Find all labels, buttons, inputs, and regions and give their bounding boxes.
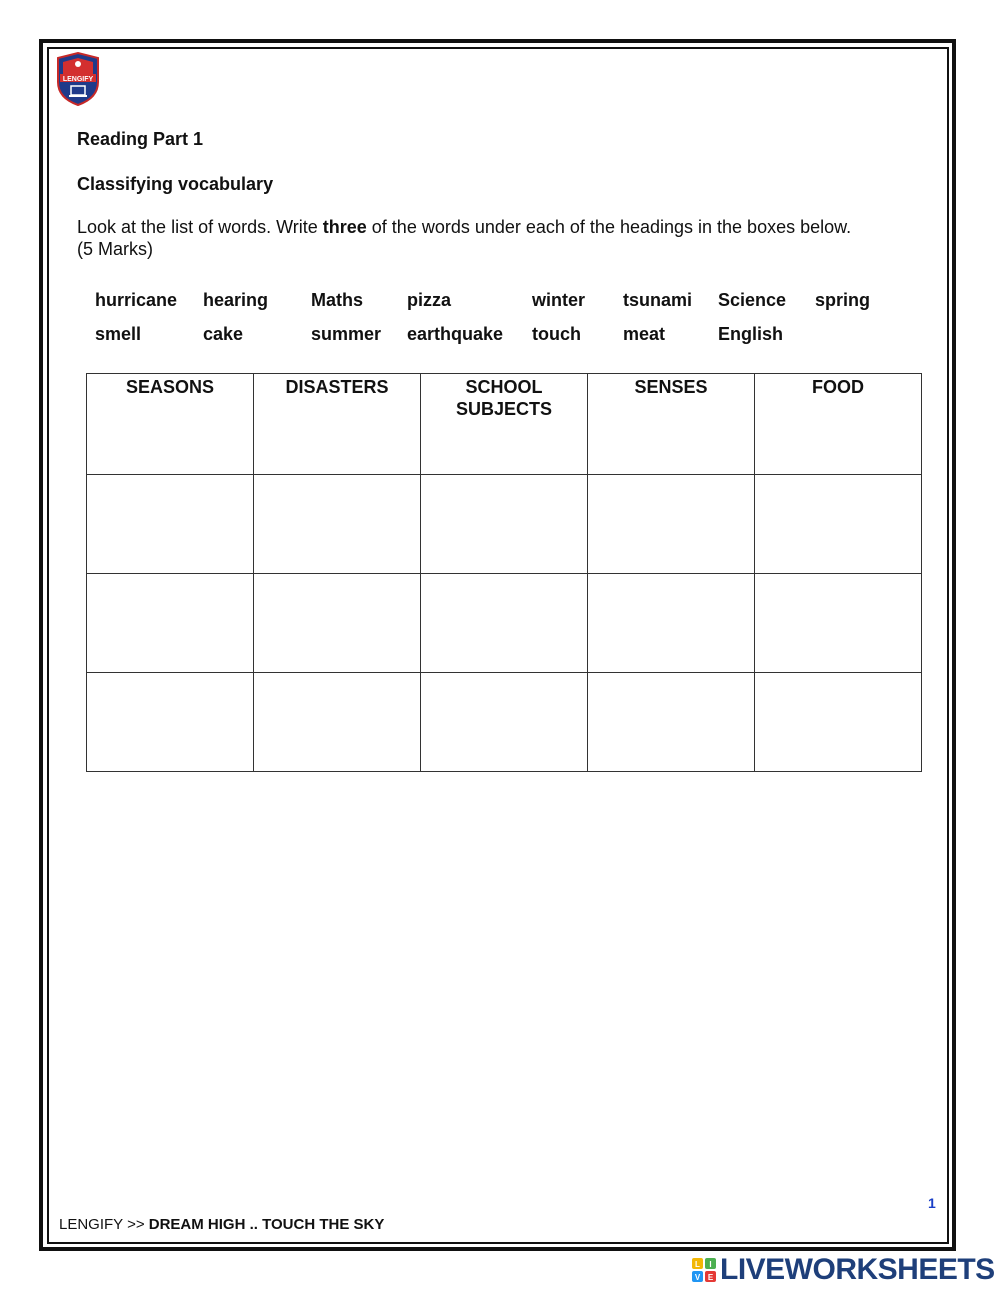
answer-cell [254, 673, 421, 772]
answer-input-seasons-3[interactable] [87, 673, 253, 771]
answer-cell [755, 574, 922, 673]
table-row [87, 673, 922, 772]
svg-text:L: L [695, 1260, 700, 1269]
lengify-logo [55, 52, 101, 106]
answer-input-food-2[interactable] [755, 574, 921, 672]
answer-cell [755, 673, 922, 772]
word-bank-item: cake [203, 324, 244, 344]
word-bank-item: meat [623, 324, 666, 344]
answer-input-disasters-2[interactable] [254, 574, 420, 672]
word-bank-item: tsunami [623, 290, 693, 310]
word-bank-item: winter [532, 290, 586, 310]
header-disasters: DISASTERS [254, 374, 421, 475]
answer-cell [588, 475, 755, 574]
instructions [77, 216, 917, 260]
word-bank-item: touch [532, 324, 581, 344]
answer-input-school-subjects-2[interactable] [421, 574, 587, 672]
answer-input-senses-3[interactable] [588, 673, 754, 771]
footer [59, 1216, 384, 1233]
answer-cell [421, 475, 588, 574]
answer-cell [421, 673, 588, 772]
answer-cell [588, 673, 755, 772]
answer-cell [588, 574, 755, 673]
answer-cell [254, 574, 421, 673]
answer-input-disasters-1[interactable] [254, 475, 420, 573]
word-bank-item: English [718, 324, 784, 344]
header-food: FOOD [755, 374, 922, 475]
answer-input-seasons-2[interactable] [87, 574, 253, 672]
word-bank-item: hearing [203, 290, 269, 310]
footer-prefix: LENGIFY >> [59, 1216, 149, 1233]
liveworksheets-watermark [692, 1254, 995, 1286]
answer-input-seasons-1[interactable] [87, 475, 253, 573]
word-bank-item: earthquake [407, 324, 504, 344]
instructions-text-after: of the words under each of the headings in the boxes below. [366, 217, 852, 237]
word-bank-item: smell [95, 324, 142, 344]
svg-text:E: E [707, 1273, 714, 1282]
answer-cell [254, 475, 421, 574]
section-subtitle: Classifying vocabulary [77, 174, 274, 194]
classification-table [86, 373, 922, 772]
table-row [87, 574, 922, 673]
svg-text:I: I [709, 1260, 712, 1269]
page-number: 1 [928, 1195, 936, 1211]
svg-text:V: V [694, 1273, 701, 1282]
answer-input-food-3[interactable] [755, 673, 921, 771]
instructions-emphasis: three [322, 217, 367, 237]
header-senses: SENSES [588, 374, 755, 475]
word-bank-item: hurricane [95, 290, 178, 310]
answer-cell [87, 475, 254, 574]
answer-input-school-subjects-1[interactable] [421, 475, 587, 573]
header-seasons: SEASONS [87, 374, 254, 475]
page-title: Reading Part 1 [77, 129, 204, 149]
answer-cell [87, 673, 254, 772]
answer-input-senses-1[interactable] [588, 475, 754, 573]
liveworksheets-icon [692, 1258, 716, 1282]
instructions-text-before: Look at the list of words. Write [77, 217, 323, 237]
answer-cell [421, 574, 588, 673]
answer-input-food-1[interactable] [755, 475, 921, 573]
table-header-row [87, 374, 922, 475]
table-row [87, 475, 922, 574]
word-bank-item: spring [815, 290, 871, 310]
answer-input-disasters-3[interactable] [254, 673, 420, 771]
header-school-subjects: SCHOOL SUBJECTS [421, 374, 588, 475]
word-bank-item: summer [311, 324, 382, 344]
word-bank-item: Maths [311, 290, 364, 310]
answer-input-senses-2[interactable] [588, 574, 754, 672]
liveworksheets-text: LIVEWORKSHEETS [720, 1253, 995, 1286]
word-bank-item: Science [718, 290, 787, 310]
instructions-marks: (5 Marks) [77, 239, 153, 259]
answer-cell [755, 475, 922, 574]
svg-text:LENGIFY: LENGIFY [62, 76, 94, 83]
answer-input-school-subjects-3[interactable] [421, 673, 587, 771]
answer-cell [87, 574, 254, 673]
word-bank-item: pizza [407, 290, 452, 310]
footer-tagline: DREAM HIGH .. TOUCH THE SKY [148, 1216, 385, 1233]
